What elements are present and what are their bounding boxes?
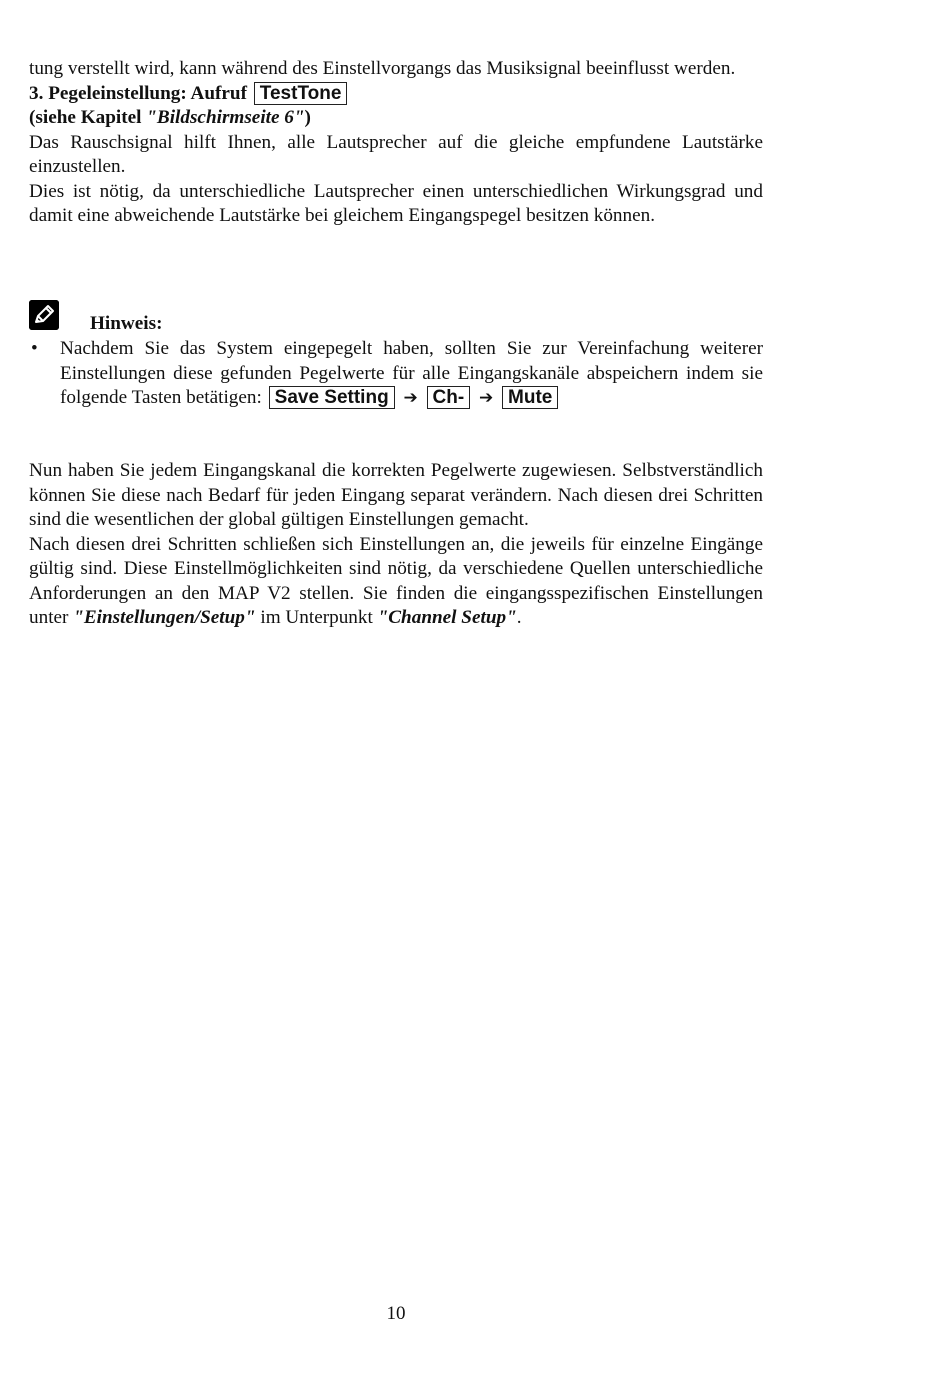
paragraph-channel-settings-text: Nach diesen drei Schritten schließen sich Einstellungen an, die jeweils für einzelne Eingänge gültig sind. Diese Einstellmöglichkeiten sind nötig, da verschiedene Quellen unterschiedliche Anforderungen an den MAP V2 stellen. Sie finden die eingangsspezifischen Einstellungen unter	[29, 533, 763, 628]
page-number: 10	[386, 1303, 406, 1324]
chapter-reference	[29, 106, 763, 131]
pencil-note-icon	[29, 300, 59, 330]
testtone-key: TestTone	[254, 82, 348, 105]
note-text: Nachdem Sie das System eingepegelt haben, sollten Sie zur Vereinfachung weiterer Einstellungen diese gefunden Pegelwerte für alle Eingangskanäle abspeichern indem sie folgende Tasten betätigen:	[60, 338, 763, 408]
section-heading	[29, 82, 763, 107]
closing-section	[29, 459, 763, 631]
section-heading-label: 3. Pegeleinstellung: Aufruf	[29, 82, 247, 104]
sentence-end: .	[516, 607, 522, 628]
pencil-icon-graphic	[29, 300, 59, 330]
channel-setup-reference: "Channel Setup"	[377, 607, 517, 628]
save-setting-key: Save Setting	[269, 386, 395, 409]
chapter-reference-suffix: )	[304, 107, 311, 128]
chapter-reference-prefix: (siehe Kapitel	[29, 107, 147, 128]
paragraph-noise-signal: Das Rauschsignal hilft Ihnen, alle Lautsprecher auf die gleiche empfundene Lautstärke einzustellen.	[29, 131, 763, 177]
arrow-right-icon: ➔	[403, 388, 418, 408]
note-list	[29, 337, 763, 411]
bullet-dot: •	[31, 338, 38, 359]
subsection-label: im Unterpunkt	[255, 607, 378, 628]
note-title: Hinweis:	[90, 313, 163, 334]
setup-reference: "Einstellungen/Setup"	[73, 607, 256, 628]
arrow-right-icon: ➔	[478, 388, 494, 408]
document-page	[29, 57, 763, 229]
paragraph-speaker-efficiency: Dies ist nötig, da unterschiedliche Lautsprecher einen unterschiedlichen Wirkungsgrad und damit eine abweichende Lautstärke bei gleichem Eingangspegel besitzen können.	[29, 180, 763, 226]
intro-text: tung verstellt wird, kann während des Einstellvorgangs das Musiksignal beeinflusst werden.	[29, 58, 736, 79]
mute-key: Mute	[502, 386, 558, 409]
paragraph-channel-settings	[29, 533, 763, 631]
chapter-reference-title: "Bildschirmseite 6"	[146, 107, 305, 128]
paragraph-levels-assigned: Nun haben Sie jedem Eingangskanal die korrekten Pegelwerte zugewiesen. Selbstverständlich können Sie diese nach Bedarf für jeden Eingang separat verändern. Nach diesen drei Schritten sind die wesentlichen der global gültigen Einstellungen gemacht.	[29, 460, 763, 530]
ch-minus-key: Ch-	[427, 386, 471, 409]
list-item	[29, 337, 763, 411]
